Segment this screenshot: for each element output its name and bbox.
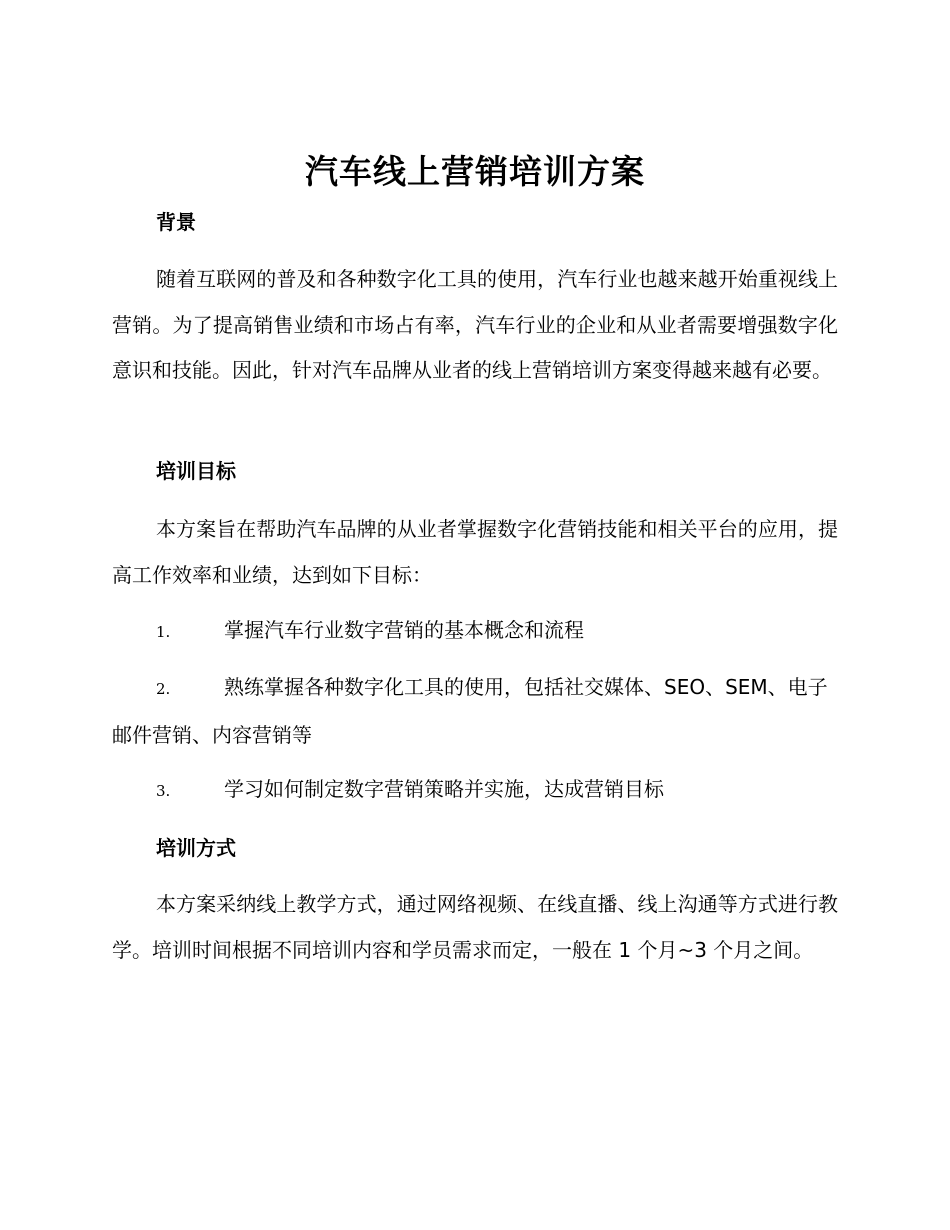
list-number: 2. — [156, 680, 171, 698]
list-item-text: 学习如何制定数字营销策略并实施，达成营销目标 — [224, 777, 664, 801]
list-item-goal-3 — [112, 767, 838, 815]
section-paragraph-method: 本方案采纳线上教学方式，通过网络视频、在线直播、线上沟通等方式进行教学。培训时间根据不同培训内容和学员需求而定，一般在 1 个月~3 个月之间。 — [112, 892, 838, 962]
section-heading-goals: 培训目标 — [156, 459, 236, 483]
section-paragraph-goals: 本方案旨在帮助汽车品牌的从业者掌握数字化营销技能和相关平台的应用，提高工作效率和业绩，达到如下目标： — [112, 517, 838, 587]
list-item-text: 熟练掌握各种数字化工具的使用，包括社交媒体、SEO、SEM、电子邮件营销、内容营销等 — [112, 675, 828, 747]
list-item-goal-2 — [112, 665, 838, 758]
section-paragraph-background: 随着互联网的普及和各种数字化工具的使用，汽车行业也越来越开始重视线上营销。为了提高销售业绩和市场占有率，汽车行业的企业和从业者需要增强数字化意识和技能。因此，针对汽车品牌从业者的线上营销培训方案变得越来越有必要。 — [112, 267, 838, 382]
list-number: 1. — [156, 623, 171, 641]
document-title: 汽车线上营销培训方案 — [305, 152, 645, 191]
section-heading-background: 背景 — [156, 210, 196, 234]
section-heading-method: 培训方式 — [156, 836, 236, 860]
list-item-text: 掌握汽车行业数字营销的基本概念和流程 — [224, 618, 584, 642]
list-number: 3. — [156, 782, 171, 800]
list-item-goal-1 — [112, 608, 838, 656]
